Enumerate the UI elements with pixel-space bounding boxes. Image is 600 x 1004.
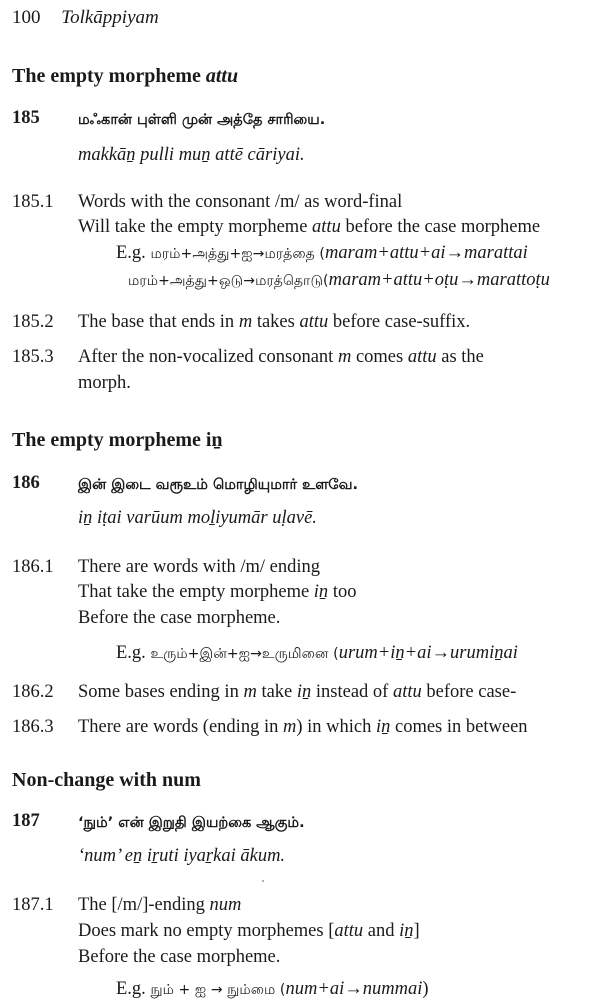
text: comes in between (390, 717, 528, 737)
text: as the (436, 347, 484, 367)
sutra-number: 186 (12, 473, 40, 493)
text: and (363, 921, 400, 941)
text: Does mark no empty morphemes [ (78, 921, 335, 941)
item-number: 187.1 (12, 895, 54, 915)
text-em: m (282, 717, 297, 737)
example-translit: maram+attu+ai→marattai (324, 243, 528, 263)
eg-label: E.g. (116, 243, 146, 263)
sutra-tamil: ‘நும்’ என் இறுதி இயற்கை ஆகும். (78, 815, 305, 831)
sutra-transliteration: iṉ iṭai varūum moḻiyumār uḷavē. (78, 508, 317, 528)
example-translit: urum+iṉ+ai→urumiṉai (338, 643, 518, 663)
text: The base that ends in (78, 312, 239, 332)
item-line (78, 680, 600, 704)
item-line: Words with the consonant /m/ as word-final (78, 192, 403, 212)
text-em: attu (392, 682, 422, 702)
text: comes (351, 347, 408, 367)
text: Some bases ending in (78, 682, 244, 702)
example-tamil: உரும்+இன்+ஐ→உருமினை ( (150, 646, 339, 662)
item-line (78, 215, 600, 239)
example-tamil: நும் + ஐ → நும்மை ( (150, 982, 286, 998)
text: before case-suffix. (328, 312, 471, 332)
text: After the non-vocalized consonant (78, 347, 338, 367)
section-heading-num: Non-change with num (12, 769, 201, 791)
text-em: attu (334, 921, 364, 941)
text-em: m (238, 312, 253, 332)
text-em: iṉ (375, 717, 391, 737)
section-heading-attu (12, 64, 238, 88)
text-em: iṉ (313, 582, 329, 602)
text-em: num (209, 895, 242, 915)
text: There are words (ending in (78, 717, 283, 737)
text-em: attu (299, 312, 329, 332)
item-line: Before the case morpheme. (78, 608, 281, 628)
example-line (128, 268, 600, 293)
heading-emphasis: attu (205, 65, 239, 87)
sutra-number: 185 (12, 108, 40, 128)
item-line (78, 893, 241, 917)
item-line (78, 580, 356, 604)
sutra-tamil: இன் இடை வரூஉம் மொழியுமார் உளவே. (78, 477, 358, 493)
item-line (78, 919, 420, 943)
item-line: There are words with /m/ ending (78, 557, 320, 577)
example-translit: num+ai→nummai (285, 979, 423, 999)
item-number: 186.2 (12, 682, 54, 702)
item-line (78, 310, 470, 334)
text: The [/m/]-ending (78, 895, 210, 915)
example-line (116, 641, 600, 666)
item-line: morph. (78, 373, 131, 393)
page-number: 100 (12, 7, 41, 28)
text-em: iṉ (296, 682, 312, 702)
book-title: Tolkāppiyam (61, 7, 159, 28)
item-line: Before the case morpheme. (78, 947, 281, 967)
text: takes (252, 312, 300, 332)
item-number: 185.2 (12, 312, 54, 332)
text-em: m (337, 347, 352, 367)
text: ] (413, 921, 420, 941)
item-line (78, 715, 552, 739)
sutra-transliteration: makkāṉ pulli muṉ attē cāriyai. (78, 145, 305, 165)
text: Will take the empty morpheme (78, 217, 313, 237)
text: ) (422, 979, 429, 999)
text: before case- (421, 682, 517, 702)
example-tamil: மரம்+அத்து+ஐ→மரத்தை ( (150, 246, 325, 262)
text: take (256, 682, 297, 702)
eg-label: E.g. (116, 979, 146, 999)
item-line (78, 345, 484, 369)
eg-label: E.g. (116, 643, 146, 663)
text-em: attu (312, 217, 341, 237)
example-tamil: மரம்+அத்து+ஒடு→மரத்தொடு( (128, 273, 329, 289)
text: That take the empty morpheme (78, 582, 314, 602)
example-line (116, 977, 429, 1002)
print-speck (262, 880, 264, 882)
text: ) in which (296, 717, 376, 737)
item-number: 185.1 (12, 192, 54, 212)
text: too (328, 582, 357, 602)
running-header (12, 6, 159, 30)
text-em: m (243, 682, 257, 702)
example-line (116, 241, 600, 266)
text: before the case morpheme (340, 217, 541, 237)
section-heading-in (12, 428, 223, 452)
example-translit: maram+attu+oṭu→marattoṭu (328, 270, 550, 290)
heading-text: The empty morpheme (12, 65, 206, 87)
item-number: 186.3 (12, 717, 54, 737)
sutra-transliteration: ‘num’ eṉ iṟuti iyaṟkai ākum. (78, 846, 286, 866)
item-number: 186.1 (12, 557, 54, 577)
sutra-tamil: மஃகான் புள்ளி முன் அத்தே சாரியை. (78, 112, 326, 128)
sutra-number: 187 (12, 811, 40, 831)
text-em: attu (407, 347, 437, 367)
heading-emphasis: iṉ (205, 429, 223, 451)
item-number: 185.3 (12, 347, 54, 367)
heading-text: The empty morpheme (12, 429, 206, 451)
text-em: iṉ (399, 921, 414, 941)
text: instead of (311, 682, 393, 702)
